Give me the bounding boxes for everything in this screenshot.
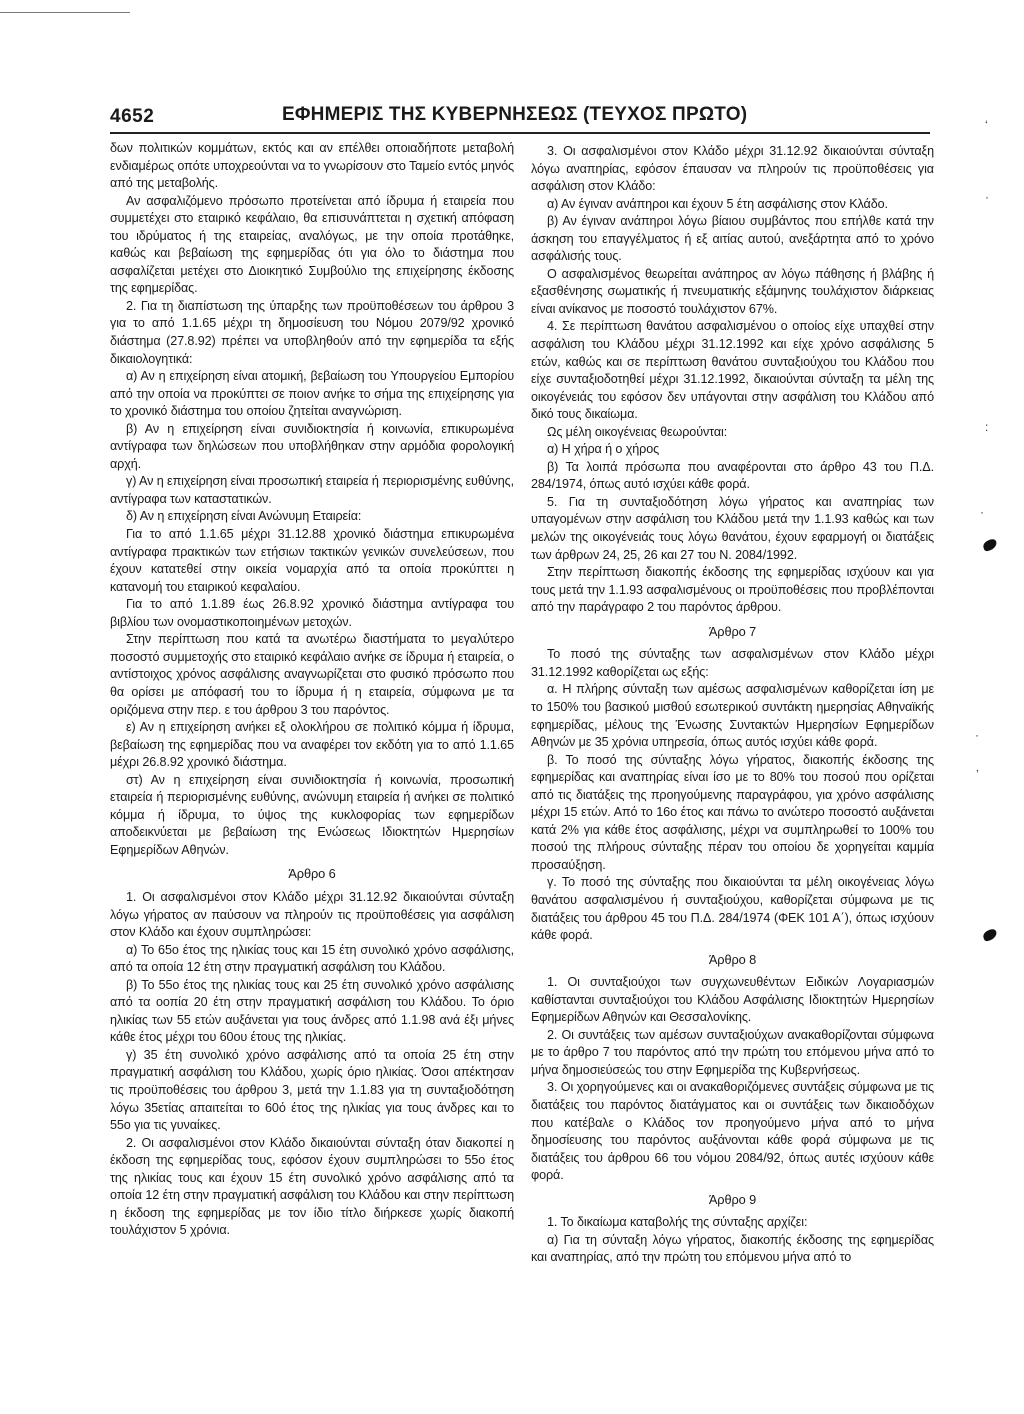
margin-speck: : [985,420,989,434]
margin-speck: · [985,190,989,204]
paragraph: α) Αν έγιναν ανάπηροι και έχουν 5 έτη ασφάλισης στον Κλάδο. [547,196,888,211]
paragraph: α) Για τη σύνταξη λόγω γήρατος, διακοπής έκδοσης της εφημερίδας και αναπηρίας, από την πρώτη του επόμενου μήνα από το [531,1232,934,1265]
paragraph: α. Η πλήρης σύνταξη των αμέσως ασφαλισμένων καθορίζεται ίση με το 150% του βασικού μισθού εσωτερικού συντάκτη ημερησίας Αθηναϊκής εφημερίδας, μέλους της Ένωσης Συντακτών Ημερησίων Εφημερίδων Αθηνών με 35 χρόνια υπηρεσία, όπως αυτός ισχύει κάθε φορά. [531,682,934,750]
paragraph: β) Αν έγιναν ανάπηροι λόγω βίαιου συμβάντος που επήλθε κατά την άσκηση του επαγγέλματος ή εξ αιτίας αυτού, ανεξάρτητα από το χρόνο ασφάλισής τους. [531,214,934,264]
header-rule [110,132,930,134]
paragraph: γ) 35 έτη συνολικό χρόνο ασφάλισης από τα οποία 25 έτη στην πραγματική ασφάλιση του Κλάδου, χωρίς όριο ηλικίας. Όσοι απέκτησαν τις προϋποθέσεις του άρθρου 3, μετά την 1.1.83 για τη συνταξιοδότηση λόγω 35ετίας απαιτείται το 60ό έτος της ηλικίας για τους άνδρες και το 55ο για τις γυναίκες. [110,1047,514,1133]
margin-ink-blot [982,928,999,942]
top-edge-rule [0,12,130,13]
paragraph: Για το από 1.1.65 μέχρι 31.12.88 χρονικό διάστημα επικυρωμένα αντίγραφα πρακτικών των ετήσιων τακτικών γενικών συνελεύσεων, που έχουν κατατεθεί στην οικεία νομαρχία από τα οποία προκύπτει η κατανομή του εταιρικού κεφαλαίου. [110,527,514,594]
article-heading: Άρθρο 6 [288,866,336,882]
paragraph: ε) Αν η επιχείρηση ανήκει εξ ολοκλήρου σε πολιτικό κόμμα ή ίδρυμα, βεβαίωση της εφημερίδας που να αναφέρει τον εκδότη για το από 1.1.65 μέχρι 26.8.92 χρονικό διάστημα. [110,720,514,770]
article-heading: Άρθρο 9 [708,1191,757,1207]
article-heading: Άρθρο 7 [708,623,757,639]
right-column [531,143,934,1267]
margin-ink-blot [982,538,999,552]
paragraph: στ) Αν η επιχείρηση είναι συνιδιοκτησία ή κοινωνία, προσωπική εταιρεία ή περιορισμένης ευθύνης, ανώνυμη εταιρεία ή ανήκει σε πολιτικό κόμμα ή ίδρυμα, το ύψος της κυκλοφορίας των εφημερίδων αποδεικνύεται με βεβαίωση της Ενώσεως Ιδιοκτητών Ημερησίων Εφημερίδων Αθηνών. [110,772,514,857]
article-heading: Άρθρο 8 [708,951,757,967]
margin-speck: · [980,505,984,519]
paragraph: Για το από 1.1.89 έως 26.8.92 χρονικό διάστημα αντίγραφα του βιβλίου των ονομαστικοποιημένων μετοχών. [110,597,514,629]
paragraph: 3. Οι ασφαλισμένοι στον Κλάδο μέχρι 31.12.92 δικαιούνται σύνταξη λόγω αναπηρίας, εφόσον έπαυσαν να πληρούν τις προϋποθέσεις για ασφάλιση στον Κλάδο: [531,144,934,194]
margin-speck: ‚ [976,760,979,774]
paragraph: γ) Αν η επιχείρηση είναι προσωπική εταιρεία ή περιορισμένης ευθύνης, αντίγραφα των καταστατικών. [110,474,514,506]
page-number: 4652 [110,106,155,127]
margin-speck: · [975,728,979,742]
paragraph: δων πολιτικών κομμάτων, εκτός και αν επέλθει οποιαδήποτε μεταβολή ενδιαμέρως οπότε υποχρεούνται να το γνωρίσουν στο Ταμείο εντός μηνός από της μεταβολής. [110,141,514,191]
paragraph: Στην περίπτωση διακοπής έκδοσης της εφημερίδας ισχύουν και για τους μετά την 1.1.93 ασφαλισμένους οι προϋποθέσεις που προβλέπονται από την παράγραφο 2 του παρόντος άρθρου. [531,565,934,615]
left-column [110,140,514,1240]
page-header [110,104,930,134]
paragraph: α) Αν η επιχείρηση είναι ατομική, βεβαίωση του Υπουργείου Εμπορίου από την οποία να προκύπτει σε ποιον ανήκε το σήμα της επιχείρησης για το χρονικό διάστημα του οποίου ζητείται αναγνώριση. [110,369,514,419]
paragraph: Αν ασφαλιζόμενο πρόσωπο προτείνεται από ίδρυμα ή εταιρεία που συμμετέχει στο εταιρικό κεφάλαιο, θα επισυνάπτεται η σχετική απόφαση του ιδρύματος ή της εταιρείας, αναλόγως, με την οποία προτάθηκε, καθώς και βεβαίωση της εφημερίδας ότι για όλο το διάστημα που ασφαλίζεται μετέχει στο Διοικητικό Συμβούλιο της επιχείρησης έκδοσης της εφημερίδας. [110,193,514,296]
paragraph: 1. Οι συνταξιούχοι των συγχωνευθέντων Ειδικών Λογαριασμών καθίστανται συνταξιούχοι του Κλάδου Ασφάλισης Ιδιοκτητών Ημερησίων Εφημερίδων Αθηνών και Θεσσαλονίκης. [531,975,934,1025]
paragraph: 2. Οι ασφαλισμένοι στον Κλάδο δικαιούνται σύνταξη όταν διακοπεί η έκδοση της εφημερίδας τους, εφόσον έχουν συμπληρώσει το 55ο έτος της ηλικίας τους και έχουν 15 έτη συνολικό χρόνο ασφάλισης από τα οποία 12 έτη στην πραγματική ασφάλιση του Κλάδου και στην περίπτωση η έκδοση της εφημερίδας με τον ίδιο τίτλο διήρκεσε χωρίς διακοπή τουλάχιστον 5 χρόνια. [110,1135,514,1238]
gazette-title: ΕΦΗΜΕΡΙΣ ΤΗΣ ΚΥΒΕΡΝΗΣΕΩΣ (ΤΕΥΧΟΣ ΠΡΩΤΟ) [282,104,748,125]
paragraph: 2. Οι συντάξεις των αμέσων συνταξιούχων ανακαθορίζονται σύμφωνα με το άρθρο 7 του παρόντος από την πρώτη του επόμενου μήνα από το μήνα δημοσιεύσεώς του στην Εφημερίδα της Κυβερνήσεως. [531,1027,934,1077]
paragraph: 1. Το δικαίωμα καταβολής της σύνταξης αρχίζει: [547,1215,808,1230]
paragraph: Ο ασφαλισμένος θεωρείται ανάπηρος αν λόγω πάθησης ή βλάβης ή εξασθένησης σωματικής ή πνευματικής εξάμηνης τουλάχιστον διάρκειας είναι ανίκανος με ποσοστό τουλάχιστον 67%. [531,266,934,316]
paragraph: Το ποσό της σύνταξης των ασφαλισμένων στον Κλάδο μέχρι 31.12.1992 καθορίζεται ως εξής: [531,647,934,679]
paragraph: 5. Για τη συνταξιοδότηση λόγω γήρατος και αναπηρίας των υπαγομένων στην ασφάλιση του Κλάδου μετά την 1.1.93 καθώς και των μελών της οικογένειάς τους λόγω θανάτου, έχουν εφαρμογή οι διατάξεις των άρθρων 24, 25, 26 και 27 του Ν. 2084/1992. [531,494,934,562]
paragraph: δ) Αν η επιχείρηση είναι Ανώνυμη Εταιρεία: [126,509,362,524]
paragraph: β. Το ποσό της σύνταξης λόγω γήρατος, διακοπής έκδοσης της εφημερίδας και αναπηρίας είναι ίσο με το 80% του ποσού που ορίζεται από τις διατάξεις της προηγούμενης παραγράφου, για χρόνο ασφάλισης μέχρι 15 ετών. Από το 16ο έτος και πάνω το ανώτερο ποσοστό αυξάνεται κατά 2% για κάθε έτος ασφάλισης, μέχρι να συμπληρωθεί το 100% του ποσού της πλήρους σύνταξης πέραν του οποίου δε χορηγείται καμμία προσαύξηση. [531,752,934,872]
margin-speck: ‘ [985,118,988,132]
paragraph: Στην περίπτωση που κατά τα ανωτέρω διαστήματα το μεγαλύτερο ποσοστό συμμετοχής στο εταιρικό κεφάλαιο ανήκε σε ίδρυμα ή εταιρεία, ο αντίστοιχος χρόνος ασφάλισης αναγνωρίζεται στο φυσικό πρόσωπο που θα ορίσει με απόφασή του το ίδρυμα ή η εταιρεία, σύμφωνα με τα οριζόμενα στην περ. ε του άρθρου 3 του παρόντος. [110,632,514,717]
paragraph: β) Τα λοιπά πρόσωπα που αναφέρονται στο άρθρο 43 του Π.Δ. 284/1974, όπως αυτό ισχύει κάθε φορά. [531,459,934,492]
paragraph: 2. Για τη διαπίστωση της ύπαρξης των προϋποθέσεων του άρθρου 3 για το από 1.1.65 μέχρι τη δημοσίευση του Νόμου 2079/92 χρονικό διάστημα (27.8.92) πρέπει να υποβληθούν από την εφημερίδα τα εξής δικαιολογητικά: [110,298,514,366]
paragraph: β) Αν η επιχείρηση είναι συνιδιοκτησία ή κοινωνία, επικυρωμένα αντίγραφα των δηλώσεων που υποβλήθηκαν στην αρμόδια φορολογική αρχή. [110,421,514,471]
paragraph: β) Το 55ο έτος της ηλικίας τους και 25 έτη συνολικό χρόνο ασφάλισης από τα οοπία 20 έτη στην πραγματική ασφάλιση του Κλάδου. Το όριο ηλικίας των 55 ετών αυξάνεται για τους άνδρες από 1.1.98 ανά έξι μήνες κάθε έτος μέχρι του 60ου έτους της ηλικίας. [110,977,514,1045]
paragraph: α) Η χήρα ή ο χήρος [547,442,660,457]
paragraph: 4. Σε περίπτωση θανάτου ασφαλισμένου ο οποίος είχε υπαχθεί στην ασφάλιση του Κλάδου μέχρι 31.12.1992 και είχε χρόνο ασφάλισης 5 ετών, καθώς και σε περίπτωση θανάτου συνταξιούχου του Κλάδου που είχε συνταξιοδοτηθεί μέχρι 31.12.1992, δικαιούνται σύνταξη τα μέλη της οικογένειάς του εφόσον δεν υπάγονται στην ασφάλιση του Κλάδου από δικό τους δικαίωμα. [531,319,934,422]
paragraph: Ως μέλη οικογένειας θεωρούνται: [547,424,728,439]
paragraph: 1. Οι ασφαλισμένοι στον Κλάδο μέχρι 31.12.92 δικαιούνται σύνταξη λόγω γήρατος αν παύσουν να πληρούν τις προϋποθέσεις για ασφάλιση στον Κλάδο και έχουν συμπληρώσει: [110,889,514,940]
paragraph: 3. Οι χορηγούμενες και οι ανακαθοριζόμενες συντάξεις σύμφωνα με τις διατάξεις του παρόντος διατάγματος και οι συντάξεις των δικαιοδόχων που κατέβαλε ο Κλάδος τον προηγούμενο μήνα από το μήνα δημοσίευσης του παρόντος αυξάνονται κάθε φορά σύμφωνα με τις διατάξεις του άρθρου 66 του νόμου 2084/92, όπως αυτές ισχύουν κάθε φορά. [531,1080,934,1183]
paragraph: α) Το 65ο έτος της ηλικίας τους και 15 έτη συνολικό χρόνο ασφάλισης, από τα οποία 12 έτη στην πραγματική ασφάλιση του Κλάδου. [110,942,514,975]
paragraph: γ. Το ποσό της σύνταξης που δικαιούνται τα μέλη οικογένειας λόγω θανάτου ασφαλισμένου ή συνταξιούχου, καθορίζεται σύμφωνα με τις διατάξεις του άρθρου 45 του Π.Δ. 284/1974 (ΦΕΚ 101 Α΄), όπως ισχύουν κάθε φορά. [531,875,934,943]
